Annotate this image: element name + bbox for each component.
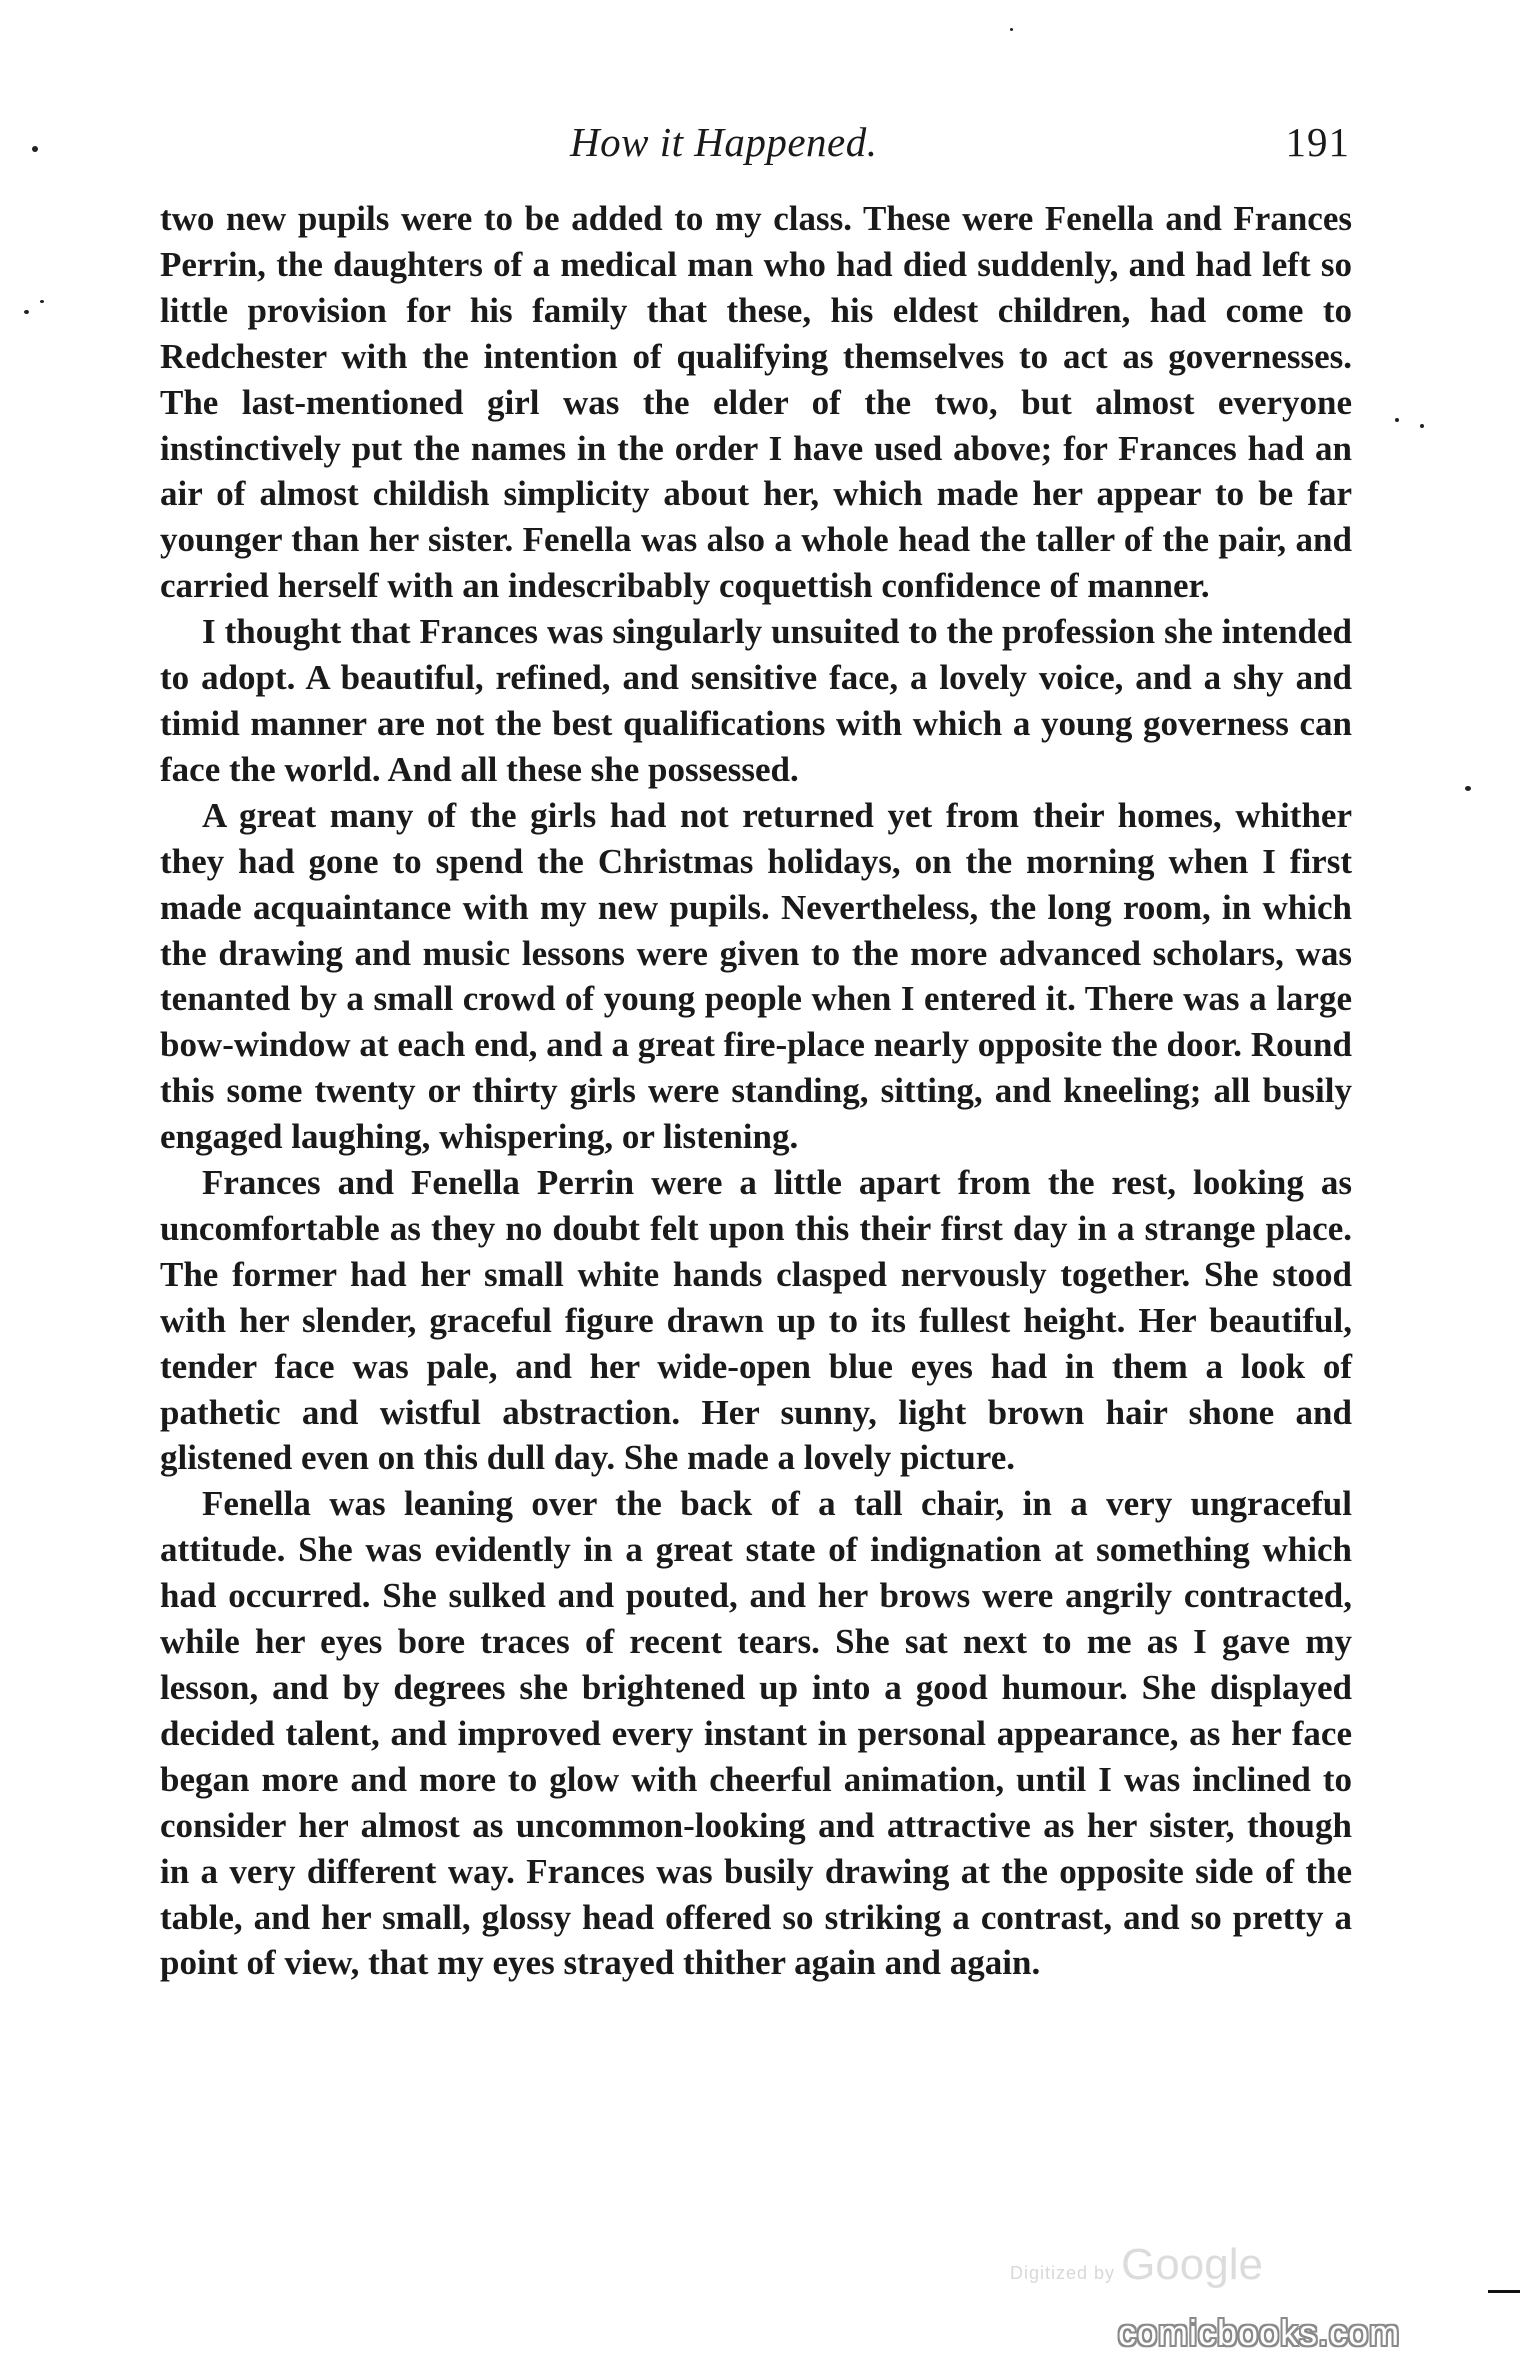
page-speck	[32, 146, 38, 152]
paragraph: two new pupils were to be added to my class. These were Fenella and Frances Perrin, the daughters of a medical man who had died suddenly, and had left so little provision for his family that these, his eldest children, had come to Redchester with the intention of qualifying themselves to act as governesses. The last-mentioned girl was the elder of the two, but almost everyone instinctively put the names in the order I have used above; for Frances had an air of almost childish simplicity about her, which made her appear to be far younger than her sister. Fenella was also a whole head the taller of the pair, and carried herself with an indescribably coquettish confidence of manner.	[160, 199, 1352, 606]
page-speck	[1010, 28, 1013, 31]
paragraph: I thought that Frances was singularly unsuited to the profession she intended to adopt. A beautiful, refined, and sensitive face, a lovely voice, and a shy and timid manner are not the best qualifications with which a young governess can face the world. And all these she possessed.	[160, 612, 1352, 789]
page-speck	[24, 310, 29, 314]
page-edge-mark	[1488, 2290, 1520, 2293]
page-header	[160, 118, 1350, 178]
body-text	[160, 196, 1352, 1986]
digitizer-name: Google	[1121, 2240, 1263, 2289]
running-title: How it Happened.	[570, 119, 878, 165]
paragraph: Fenella was leaning over the back of a tall chair, in a very ungraceful attitude. She was evidently in a great state of indignation at something which had occurred. She sulked and pouted, and her brows were angrily contracted, while her eyes bore traces of recent tears. She sat next to me as I gave my lesson, and by degrees she brightened up into a good humour. She displayed decided talent, and improved every instant in personal appearance, as her face began more and more to glow with cheerful animation, until I was inclined to consider her almost as uncommon-looking and attractive as her sister, though in a very different way. Frances was busily drawing at the opposite side of the table, and her small, glossy head offered so striking a contrast, and so pretty a point of view, that my eyes strayed thither again and again.	[160, 1484, 1352, 1983]
site-watermark: comicbooks.com	[1118, 2312, 1401, 2353]
page-speck	[40, 300, 44, 303]
page-speck	[1465, 786, 1471, 791]
page-speck	[1395, 418, 1399, 422]
digitizer-prefix: Digitized by	[1010, 2263, 1116, 2283]
paragraph: Frances and Fenella Perrin were a little apart from the rest, looking as uncomfortable as they no doubt felt upon this their first day in a strange place. The former had her small white hands clasped nervously together. She stood with her slender, graceful figure drawn up to its fullest height. Her beautiful, tender face was pale, and her wide-open blue eyes had in them a look of pathetic and wistful abstraction. Her sunny, light brown hair shone and glistened even on this dull day. She made a lovely picture.	[160, 1163, 1352, 1478]
page-speck	[1420, 424, 1424, 428]
page-number: 191	[1285, 119, 1350, 165]
paragraph: A great many of the girls had not returned yet from their homes, whither they had gone to spend the Christmas holidays, on the morning when I first made acquaintance with my new pupils. Nevertheless, the long room, in which the drawing and music lessons were given to the more advanced scholars, was tenanted by a small crowd of young people when I entered it. There was a large bow-window at each end, and a great fire-place nearly opposite the door. Round this some twenty or thirty girls were standing, sitting, and kneeling; all busily engaged laughing, whispering, or listening.	[160, 795, 1352, 1157]
digitizer-watermark	[1010, 2240, 1263, 2290]
